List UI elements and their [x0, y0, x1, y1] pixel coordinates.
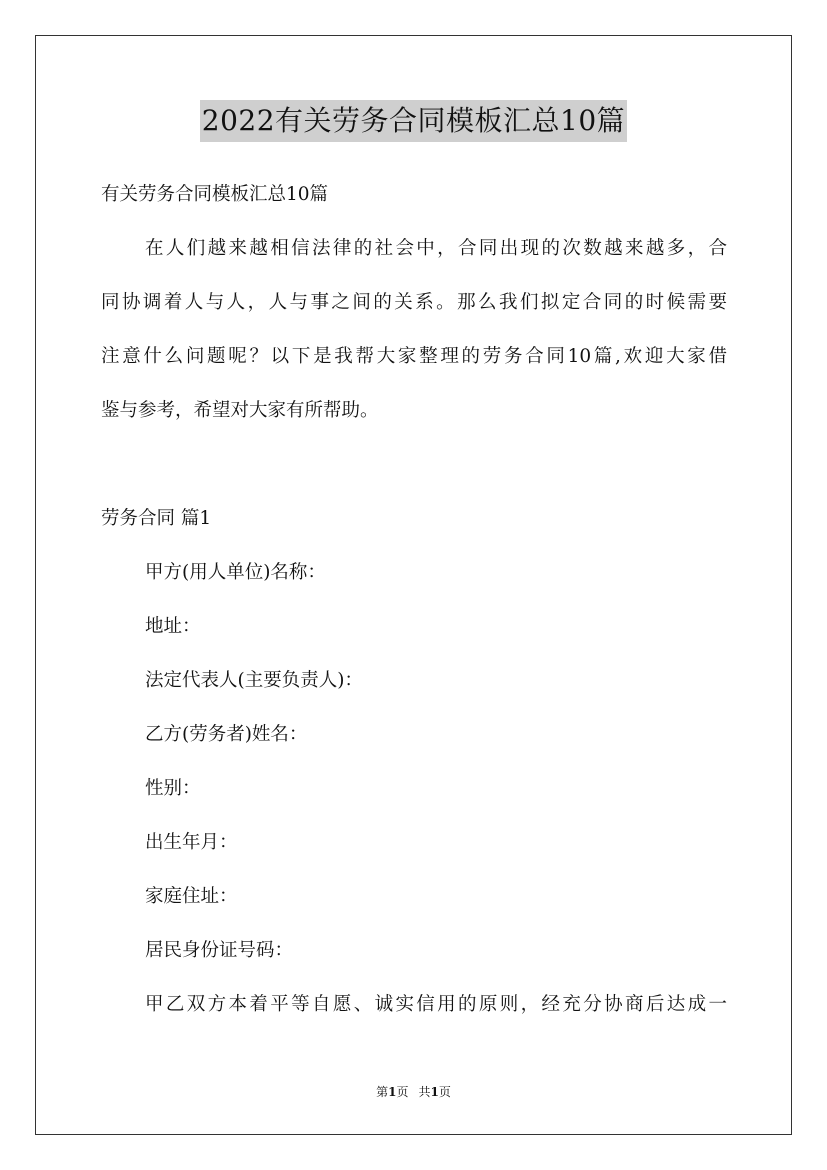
field-legal-representative: 法定代表人(主要负责人)：	[145, 670, 363, 691]
footer-prefix: 第	[376, 1085, 389, 1099]
field-birth-date: 出生年月：	[145, 832, 238, 853]
intro-line-4: 鉴与参考，希望对大家有所帮助。	[101, 400, 379, 421]
field-address: 地址：	[145, 616, 201, 637]
field-gender: 性别：	[145, 778, 201, 799]
document-title-text: 2022有关劳务合同模板汇总10篇	[200, 100, 627, 142]
closing-line: 甲乙双方本着平等自愿、诚实信用的原则，经充分协商后达成一	[145, 994, 727, 1015]
footer-suffix: 页	[438, 1085, 451, 1099]
intro-line-1: 在人们越来越相信法律的社会中，合同出现的次数越来越多，合	[145, 238, 727, 259]
field-id-number: 居民身份证号码：	[145, 940, 294, 961]
footer-total-prefix: 共	[418, 1085, 431, 1099]
footer-total-pages: 1	[430, 1085, 439, 1099]
section-heading: 劳务合同 篇1	[101, 508, 212, 529]
footer-page-number: 1	[388, 1085, 397, 1099]
intro-line-3: 注意什么问题呢？以下是我帮大家整理的劳务合同10篇,欢迎大家借	[101, 346, 727, 367]
document-subtitle: 有关劳务合同模板汇总10篇	[101, 184, 329, 205]
page-footer	[0, 1084, 827, 1100]
field-home-address: 家庭住址：	[145, 886, 238, 907]
intro-line-2: 同协调着人与人，人与事之间的关系。那么我们拟定合同的时候需要	[101, 292, 727, 313]
field-party-a-name: 甲方(用人单位)名称：	[145, 562, 326, 583]
document-title	[0, 100, 827, 142]
footer-page-label: 页	[396, 1085, 409, 1099]
field-party-b-name: 乙方(劳务者)姓名：	[145, 724, 308, 745]
